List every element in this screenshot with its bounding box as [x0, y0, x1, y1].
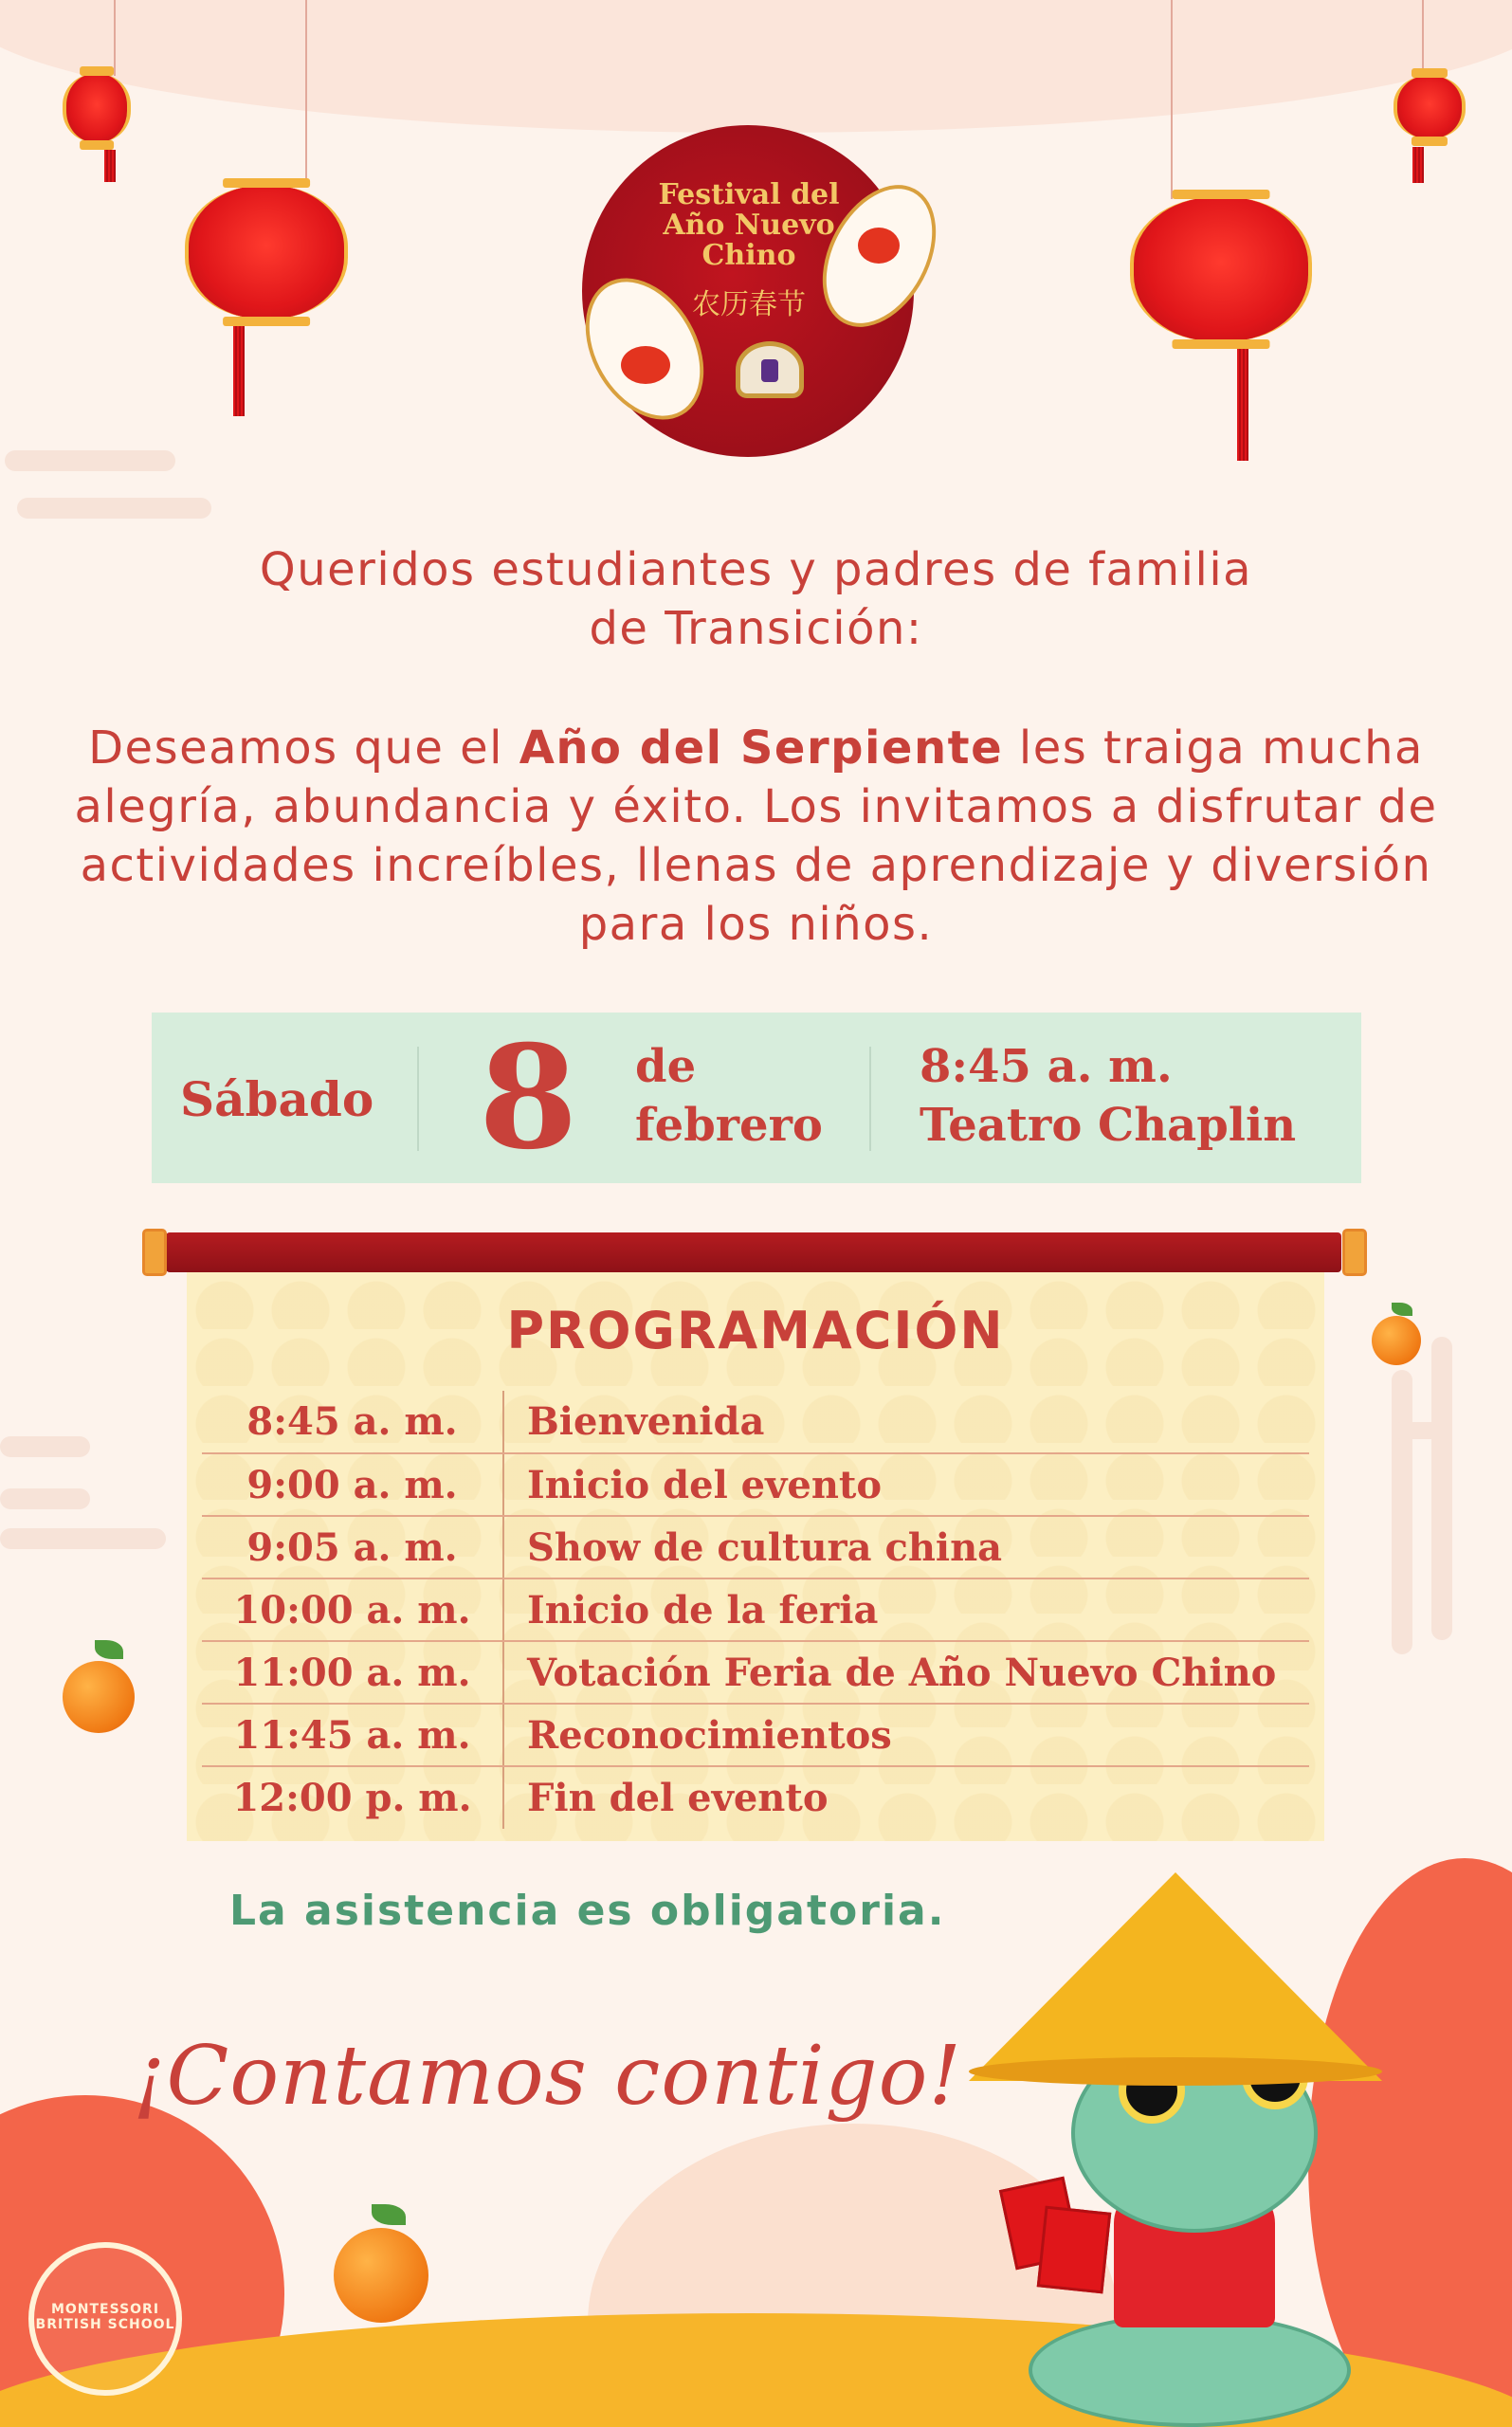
greeting-line: de Transición:	[589, 602, 923, 655]
program-event: Inicio del evento	[503, 1453, 1309, 1516]
invitation-message: Deseamos que el Año del Serpiente les traiga mucha alegría, abundancia y éxito. Los invitamos a disfrutar de actividades increíbles, llenas de aprendizaje y diversión para los niños.	[74, 721, 1438, 951]
program-time: 9:05 a. m.	[202, 1516, 503, 1578]
decor-stripe	[0, 1436, 90, 1457]
program-event: Bienvenida	[503, 1391, 1309, 1453]
greeting-line: Queridos estudiantes y padres de familia	[259, 543, 1253, 596]
decor-stripe	[1392, 1370, 1412, 1654]
table-row	[202, 1453, 1309, 1516]
table-row	[202, 1516, 1309, 1578]
divider	[869, 1047, 871, 1151]
divider	[417, 1047, 419, 1151]
crown-icon	[736, 341, 804, 398]
scroll-rod-cap	[142, 1229, 167, 1276]
red-envelope-icon	[1037, 2206, 1112, 2294]
table-row	[202, 1578, 1309, 1641]
program-title: PROGRAMACIÓN	[506, 1301, 1005, 1360]
event-day: Sábado	[180, 1071, 374, 1127]
hat	[969, 1872, 1382, 2081]
decor-stripe	[1431, 1337, 1452, 1640]
decor-stripe	[0, 1488, 90, 1509]
scroll-rod	[166, 1232, 1341, 1272]
event-date-banner	[152, 1013, 1361, 1183]
table-row	[202, 1704, 1309, 1766]
program-time: 8:45 a. m.	[202, 1391, 503, 1453]
attendance-note: La asistencia es obligatoria.	[229, 1887, 946, 1935]
greeting	[133, 540, 1379, 658]
program-time: 10:00 a. m.	[202, 1578, 503, 1641]
event-month: de febrero	[635, 1040, 823, 1152]
scroll-rod-cap	[1342, 1229, 1367, 1276]
program-event: Votación Feria de Año Nuevo Chino	[503, 1641, 1309, 1704]
program-time: 12:00 p. m.	[202, 1766, 503, 1829]
event-venue: Teatro Chaplin	[920, 1099, 1297, 1152]
background-cloud-top	[0, 0, 1512, 133]
table-row	[202, 1391, 1309, 1453]
event-day-number: 8	[479, 1014, 578, 1181]
program-event: Show de cultura china	[503, 1516, 1309, 1578]
program-table	[202, 1391, 1309, 1829]
festival-logo-chinese: 农历春节	[692, 288, 806, 321]
decor-stripe	[17, 498, 211, 519]
program-event: Reconocimientos	[503, 1704, 1309, 1766]
program-event: Fin del evento	[527, 1776, 829, 1820]
koi-spot	[621, 346, 670, 384]
year-highlight: Año del Serpiente	[519, 721, 1004, 775]
table-row	[202, 1766, 1309, 1829]
festival-logo-title: Festival del Año Nuevo Chino	[658, 178, 840, 272]
decor-stripe	[5, 450, 175, 471]
program-time: 11:45 a. m.	[202, 1704, 503, 1766]
decor-stripe	[0, 1528, 166, 1549]
program-time: 9:00 a. m.	[202, 1453, 503, 1516]
school-badge-text: MONTESSORI BRITISH SCHOOL	[35, 2302, 175, 2332]
event-time: 8:45 a. m.	[920, 1040, 1173, 1093]
closing-message: ¡Contamos contigo!	[133, 2029, 962, 2124]
table-row	[202, 1641, 1309, 1704]
event-time-venue	[920, 1037, 1296, 1155]
hat-brim	[969, 2057, 1382, 2086]
decor-stripe	[1392, 1422, 1452, 1439]
program-time: 11:00 a. m.	[202, 1641, 503, 1704]
program-event: Inicio de la feria	[503, 1578, 1309, 1641]
